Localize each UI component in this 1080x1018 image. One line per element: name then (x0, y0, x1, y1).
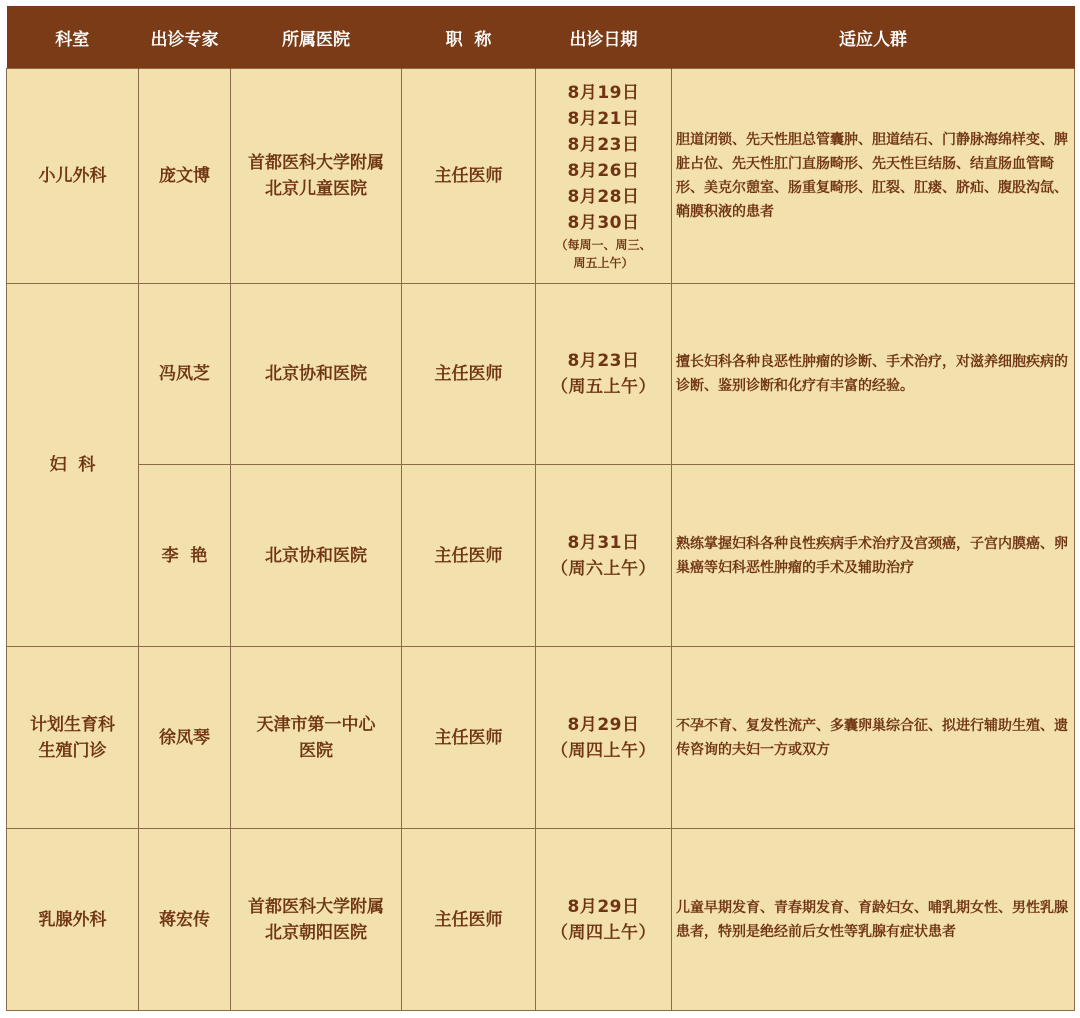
description-cell: 不孕不育、复发性流产、多囊卵巢综合征、拟进行辅助生殖、遗传咨询的夫妇一方或双方 (672, 647, 1075, 829)
title-cell: 主任医师 (402, 284, 536, 465)
table-row (7, 829, 1075, 1011)
department-line: 计划生育科 (30, 714, 115, 735)
department-cell: 妇 科 (7, 284, 139, 647)
hospital-cell (231, 647, 402, 829)
department-cell (7, 647, 139, 829)
header-hospital: 所属医院 (231, 6, 402, 69)
hospital-cell: 北京协和医院 (231, 284, 402, 465)
hospital-line: 北京儿童医院 (265, 179, 367, 199)
date-line: 8月23日 (567, 135, 640, 155)
date-note: 周五上午） (573, 256, 634, 270)
header-department: 科室 (7, 6, 139, 69)
table-row (7, 69, 1075, 284)
header-expert: 出诊专家 (139, 6, 231, 69)
time-line: （周四上午） (551, 740, 656, 761)
title-cell: 主任医师 (402, 647, 536, 829)
description-cell: 擅长妇科各种良恶性肿瘤的诊断、手术治疗，对滋养细胞疾病的诊断、鉴别诊断和化疗有丰富的经验。 (672, 284, 1075, 465)
time-line: （周五上午） (551, 377, 656, 397)
hospital-cell: 北京协和医院 (231, 465, 402, 647)
time-line: （周六上午） (551, 558, 656, 579)
header-date: 出诊日期 (536, 6, 672, 69)
header-title: 职 称 (402, 6, 536, 69)
date-cell (536, 465, 672, 647)
header-target-group: 适应人群 (672, 6, 1075, 69)
date-line: 8月28日 (567, 187, 640, 207)
expert-cell: 李 艳 (139, 465, 231, 647)
expert-cell: 蒋宏传 (139, 829, 231, 1011)
date-cell (536, 829, 672, 1011)
expert-cell: 冯凤芝 (139, 284, 231, 465)
date-note: （每周一、周三、 (555, 238, 652, 252)
table-row (7, 647, 1075, 829)
description-cell: 胆道闭锁、先天性胆总管囊肿、胆道结石、门静脉海绵样变、脾脏占位、先天性肛门直肠畸形、先天性巨结肠、结直肠血管畸形、美克尔憩室、肠重复畸形、肛裂、肛瘘、脐疝、腹股沟氙、鞘膜积液的患者 (672, 69, 1075, 284)
date-line: 8月19日 (567, 83, 640, 103)
department-line: 生殖门诊 (38, 740, 107, 761)
title-cell: 主任医师 (402, 465, 536, 647)
hospital-cell (231, 69, 402, 284)
date-line: 8月29日 (567, 896, 640, 917)
hospital-line: 首都医科大学附属 (248, 153, 384, 173)
description-cell: 熟练掌握妇科各种良性疾病手术治疗及宫颈癌，子宫内膜癌、卵巢癌等妇科恶性肿瘤的手术及辅助治疗 (672, 465, 1075, 647)
date-cell (536, 69, 672, 284)
date-line: 8月23日 (567, 351, 640, 371)
title-cell: 主任医师 (402, 829, 536, 1011)
clinic-schedule-table (6, 6, 1075, 1011)
date-cell (536, 647, 672, 829)
hospital-line: 医院 (299, 740, 333, 761)
hospital-line: 北京朝阳医院 (265, 922, 367, 943)
hospital-line: 天津市第一中心 (256, 714, 376, 735)
date-line: 8月31日 (567, 532, 640, 553)
expert-cell: 徐凤琴 (139, 647, 231, 829)
table-row (7, 465, 1075, 647)
table-row (7, 284, 1075, 465)
date-line: 8月26日 (567, 161, 640, 181)
time-line: （周四上午） (551, 922, 656, 943)
table-header-row (7, 6, 1075, 69)
title-cell: 主任医师 (402, 69, 536, 284)
hospital-line: 首都医科大学附属 (248, 896, 384, 917)
department-cell: 乳腺外科 (7, 829, 139, 1011)
expert-cell: 庞文博 (139, 69, 231, 284)
date-line: 8月21日 (567, 109, 640, 129)
date-cell (536, 284, 672, 465)
date-line: 8月30日 (567, 213, 640, 233)
date-line: 8月29日 (567, 714, 640, 735)
hospital-cell (231, 829, 402, 1011)
description-cell: 儿童早期发育、青春期发育、育龄妇女、哺乳期女性、男性乳腺患者，特别是绝经前后女性等乳腺有症状患者 (672, 829, 1075, 1011)
department-cell: 小儿外科 (7, 69, 139, 284)
